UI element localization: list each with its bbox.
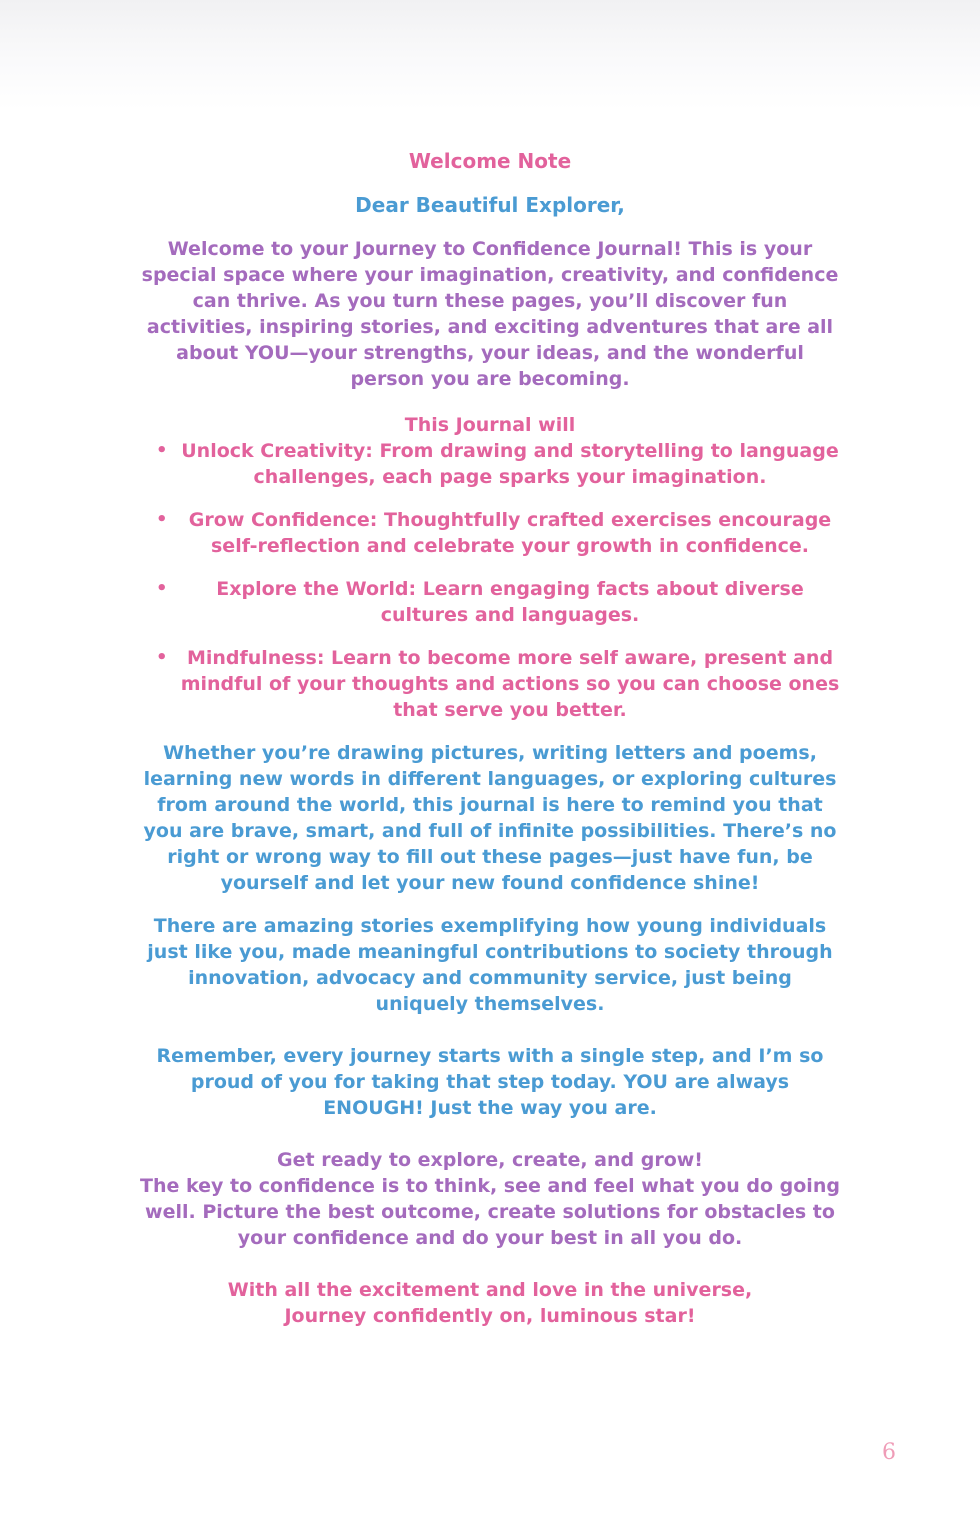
bullet-icon: • xyxy=(156,647,168,668)
list-item xyxy=(140,576,840,628)
remember-paragraph: Remember, every journey starts with a single step, and I’m so proud of you for taking that step today. YOU are always ENOUGH! Just the way you are. xyxy=(156,1045,824,1119)
bullet-icon: • xyxy=(156,509,168,530)
list-item xyxy=(140,645,840,723)
journal-heading: This Journal will xyxy=(404,414,576,436)
closing-line-1: With all the excitement and love in the universe, xyxy=(227,1279,753,1301)
greeting: Dear Beautiful Explorer, xyxy=(355,193,625,217)
closing-block xyxy=(140,1277,840,1329)
top-shadow-band xyxy=(0,0,980,110)
bullet-text: Mindfulness: Learn to become more self aware, present and mindful of your thoughts and actions so you can choose ones that serve you better. xyxy=(180,647,840,721)
page-number: 6 xyxy=(882,1440,896,1465)
intro-paragraph: Welcome to your Journey to Confidence Journal! This is your special space where your imagination, creativity, and confidence can thrive. As you turn these pages, you’ll discover fun activities, inspiring stories, and exciting adventures that are all about YOU—your strengths, your ideas, and the wonderful person you are becoming. xyxy=(141,238,839,390)
bullet-text: Grow Confidence: Thoughtfully crafted exercises encourage self-reflection and celebrate your growth in confidence. xyxy=(188,509,832,557)
whether-paragraph: Whether you’re drawing pictures, writing letters and poems, learning new words in different languages, or exploring cultures from around the world, this journal is here to remind you that you are brave, smart, and full of infinite possibilities. There’s no right or wrong way to fill out these pages—just have fun, be yourself and let your new found confidence shine! xyxy=(143,742,837,894)
note-title: Welcome Note xyxy=(408,149,572,173)
amazing-stories-paragraph: There are amazing stories exemplifying how young individuals just like you, made meaningful contributions to society through innovation, advocacy and community service, just being uniquely themselves. xyxy=(147,915,833,1015)
bullet-text: Unlock Creativity: From drawing and storytelling to language challenges, each page sparks your imagination. xyxy=(181,440,839,488)
get-ready-block xyxy=(140,1147,840,1251)
list-item xyxy=(140,507,840,559)
get-ready-line: Get ready to explore, create, and grow! xyxy=(277,1149,703,1171)
list-item xyxy=(140,438,840,490)
journal-benefits-list xyxy=(140,438,840,723)
bullet-text: Explore the World: Learn engaging facts about diverse cultures and languages. xyxy=(216,578,804,626)
key-to-confidence-paragraph: The key to confidence is to think, see and feel what you do going well. Picture the best outcome, create solutions for obstacles to your confidence and do your best in all you do. xyxy=(140,1175,840,1249)
welcome-note xyxy=(140,148,840,1329)
closing-line-2: Journey confidently on, luminous star! xyxy=(284,1305,696,1327)
bullet-icon: • xyxy=(156,578,168,599)
bullet-icon: • xyxy=(156,440,168,461)
